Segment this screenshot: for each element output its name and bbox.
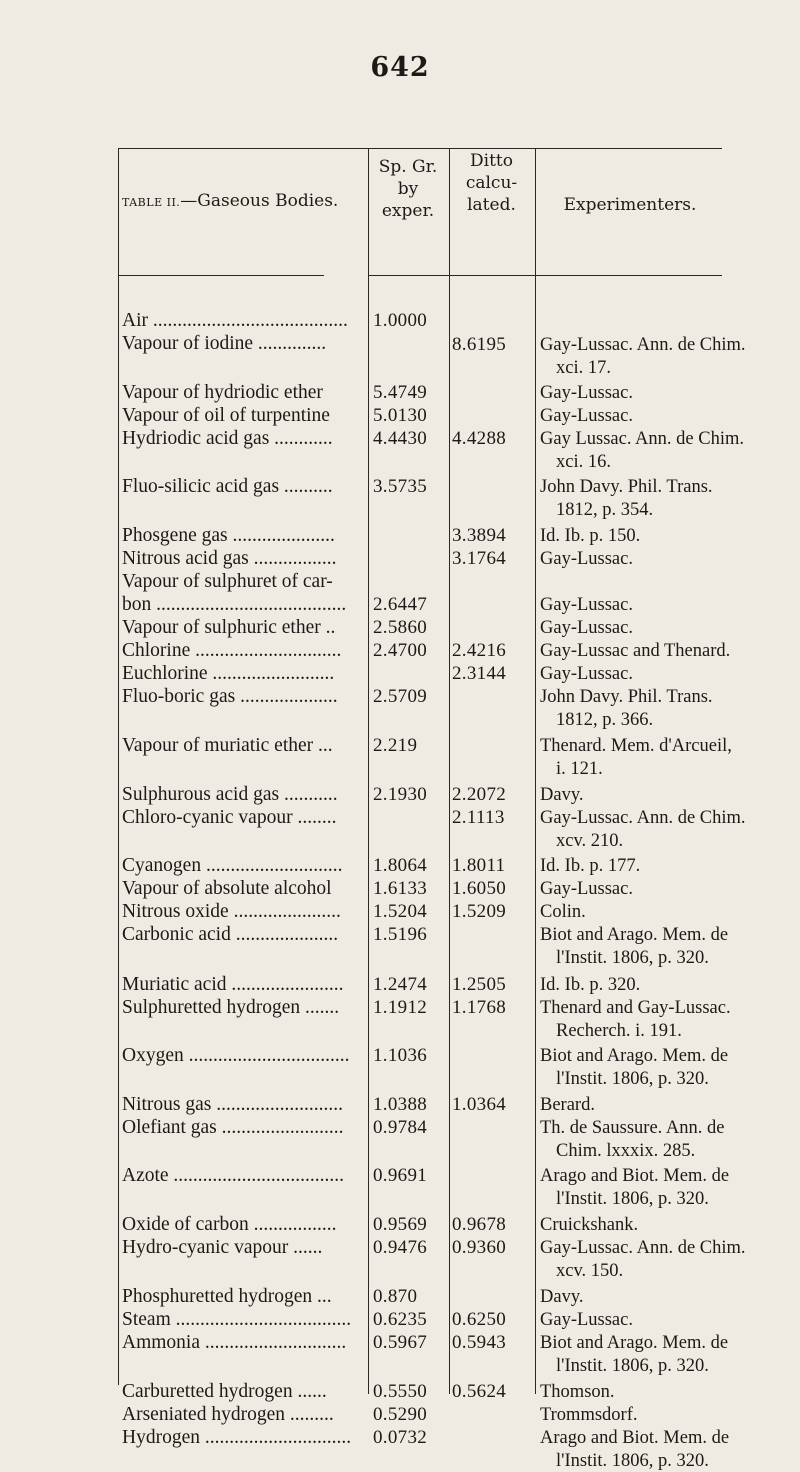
header-line: Ditto xyxy=(470,151,513,171)
experimenter-entry: Thenard. Mem. d'Arcueil, xyxy=(540,736,732,756)
sp-gr-value: 0.6235 xyxy=(373,1309,428,1330)
experimenter-entry: Thomson. xyxy=(540,1382,615,1402)
sp-gr-value: 2.5860 xyxy=(373,617,428,638)
sp-gr-value: 5.4749 xyxy=(373,382,428,403)
sp-gr-value: 2.1930 xyxy=(373,784,428,805)
gas-name: Air ........................................ xyxy=(122,310,348,331)
gas-name: Hydriodic acid gas ............ xyxy=(122,428,333,449)
gas-name: Cyanogen ............................ xyxy=(122,855,343,876)
sp-gr-value: 1.1912 xyxy=(373,997,428,1018)
sp-gr-value: 0.870 xyxy=(373,1286,418,1307)
experimenter-entry: l'Instit. 1806, p. 320. xyxy=(556,1451,709,1471)
sp-gr-value: 1.5204 xyxy=(373,901,428,922)
header-line: lated. xyxy=(467,195,516,215)
calculated-value: 0.9360 xyxy=(452,1237,507,1258)
gas-name: Vapour of sulphuric ether .. xyxy=(122,617,336,638)
calculated-value: 2.4216 xyxy=(452,640,507,661)
gas-name: Sulphuretted hydrogen ....... xyxy=(122,997,340,1018)
column-rule xyxy=(449,149,450,1394)
experimenter-entry: Davy. xyxy=(540,785,584,805)
gas-name: Chlorine .............................. xyxy=(122,640,342,661)
calculated-value: 2.3144 xyxy=(452,663,507,684)
experimenter-entry: xci. 17. xyxy=(556,358,611,378)
experimenter-entry: Trommsdorf. xyxy=(540,1405,638,1425)
experimenter-entry: Id. Ib. p. 320. xyxy=(540,975,641,995)
gas-name: Vapour of iodine .............. xyxy=(122,333,327,354)
calculated-value: 2.1113 xyxy=(452,807,505,828)
experimenter-entry: Arago and Biot. Mem. de xyxy=(540,1428,730,1448)
header-rule xyxy=(450,275,535,276)
header-experimenters: Experimenters. xyxy=(563,195,697,215)
experimenter-entry: l'Instit. 1806, p. 320. xyxy=(556,948,709,968)
header-line: by xyxy=(397,179,419,199)
experimenter-entry: Id. Ib. p. 150. xyxy=(540,526,641,546)
gas-name: Vapour of hydriodic ether xyxy=(122,382,323,403)
sp-gr-value: 1.5196 xyxy=(373,924,428,945)
experimenter-entry: Berard. xyxy=(540,1095,595,1115)
sp-gr-value: 5.0130 xyxy=(373,405,428,426)
experimenter-entry: Gay-Lussac. xyxy=(540,879,633,899)
experimenter-entry: Biot and Arago. Mem. de xyxy=(540,1333,729,1353)
sp-gr-value: 1.6133 xyxy=(373,878,428,899)
experimenter-entry: Gay-Lussac. Ann. de Chim. xyxy=(540,335,746,355)
calculated-value: 1.0364 xyxy=(452,1094,507,1115)
sp-gr-value: 2.4700 xyxy=(373,640,428,661)
gas-name: Euchlorine ......................... xyxy=(122,663,335,684)
experimenter-entry: Chim. lxxxix. 285. xyxy=(556,1141,696,1161)
table-title-text: —Gaseous Bodies. xyxy=(180,191,339,211)
header-sp-gr xyxy=(368,156,448,222)
experimenter-entry: John Davy. Phil. Trans. xyxy=(540,687,713,707)
sp-gr-value: 0.9569 xyxy=(373,1214,428,1235)
experimenter-entry: Gay-Lussac and Thenard. xyxy=(540,641,731,661)
experimenter-entry: xci. 16. xyxy=(556,452,611,472)
gas-name: Azote ................................... xyxy=(122,1165,345,1186)
table-title xyxy=(122,190,338,214)
experimenter-entry: xcv. 150. xyxy=(556,1261,624,1281)
sp-gr-value: 2.6447 xyxy=(373,594,428,615)
experimenter-entry: Davy. xyxy=(540,1287,584,1307)
calculated-value: 3.3894 xyxy=(452,525,507,546)
sp-gr-value: 3.5735 xyxy=(373,476,428,497)
gas-name: Hydro-cyanic vapour ...... xyxy=(122,1237,323,1258)
gas-name: Muriatic acid ....................... xyxy=(122,974,344,995)
calculated-value: 1.8011 xyxy=(452,855,506,876)
sp-gr-value: 1.8064 xyxy=(373,855,428,876)
experimenter-entry: Gay-Lussac. xyxy=(540,595,633,615)
sp-gr-value: 0.5550 xyxy=(373,1381,428,1402)
experimenter-entry: l'Instit. 1806, p. 320. xyxy=(556,1189,709,1209)
header-line: exper. xyxy=(381,201,435,221)
calculated-value: 1.1768 xyxy=(452,997,507,1018)
experimenter-entry: Arago and Biot. Mem. de xyxy=(540,1166,730,1186)
calculated-value: 4.4288 xyxy=(452,428,507,449)
experimenter-entry: Gay-Lussac. xyxy=(540,549,633,569)
sp-gr-value: 0.9784 xyxy=(373,1117,428,1138)
sp-gr-value: 0.0732 xyxy=(373,1427,428,1448)
experimenter-entry: Gay-Lussac. xyxy=(540,406,633,426)
gas-name: Fluo-silicic acid gas .......... xyxy=(122,476,333,497)
gas-name: Vapour of sulphuret of car- xyxy=(122,571,333,592)
experimenter-entry: i. 121. xyxy=(556,759,603,779)
calculated-value: 8.6195 xyxy=(452,334,507,355)
sp-gr-value: 0.5290 xyxy=(373,1404,428,1425)
header-line: calcu- xyxy=(465,173,518,193)
gas-name: Phosphuretted hydrogen ... xyxy=(122,1286,332,1307)
experimenter-entry: Gay-Lussac. xyxy=(540,383,633,403)
calculated-value: 2.2072 xyxy=(452,784,507,805)
gas-name: Hydrogen .............................. xyxy=(122,1427,352,1448)
calculated-value: 1.2505 xyxy=(452,974,507,995)
gas-name: Nitrous gas .......................... xyxy=(122,1094,343,1115)
experimenter-entry: l'Instit. 1806, p. 320. xyxy=(556,1356,709,1376)
sp-gr-value: 2.219 xyxy=(373,735,418,756)
sp-gr-value: 1.0388 xyxy=(373,1094,428,1115)
gas-name: Carburetted hydrogen ...... xyxy=(122,1381,327,1402)
experimenter-entry: 1812, p. 366. xyxy=(556,710,654,730)
gas-name: Steam .................................... xyxy=(122,1309,352,1330)
experimenter-entry: Gay-Lussac. xyxy=(540,664,633,684)
calculated-value: 3.1764 xyxy=(452,548,507,569)
gas-name: Fluo-boric gas .................... xyxy=(122,686,338,707)
gas-name: Olefiant gas ......................... xyxy=(122,1117,344,1138)
gas-name: Vapour of absolute alcohol xyxy=(122,878,332,899)
gas-name: Oxygen ................................. xyxy=(122,1045,350,1066)
calculated-value: 0.6250 xyxy=(452,1309,507,1330)
calculated-value: 1.6050 xyxy=(452,878,507,899)
page-number: 642 xyxy=(370,52,430,83)
experimenter-entry: Colin. xyxy=(540,902,586,922)
gas-name: bon ....................................... xyxy=(122,594,347,615)
gas-name: Nitrous acid gas ................. xyxy=(122,548,337,569)
gas-name: Oxide of carbon ................. xyxy=(122,1214,337,1235)
header-rule xyxy=(119,275,324,276)
experimenter-entry: Th. de Saussure. Ann. de xyxy=(540,1118,725,1138)
sp-gr-value: 0.9691 xyxy=(373,1165,428,1186)
calculated-value: 0.5943 xyxy=(452,1332,507,1353)
experimenter-entry: Thenard and Gay-Lussac. xyxy=(540,998,731,1018)
header-rule xyxy=(369,275,449,276)
calculated-value: 0.5624 xyxy=(452,1381,507,1402)
sp-gr-value: 0.5967 xyxy=(373,1332,428,1353)
experimenter-entry: Id. Ib. p. 177. xyxy=(540,856,641,876)
sp-gr-value: 1.0000 xyxy=(373,310,428,331)
gas-name: Vapour of muriatic ether ... xyxy=(122,735,333,756)
gas-name: Arseniated hydrogen ......... xyxy=(122,1404,334,1425)
experimenter-entry: Cruickshank. xyxy=(540,1215,639,1235)
experimenter-entry: Gay Lussac. Ann. de Chim. xyxy=(540,429,744,449)
calculated-value: 1.5209 xyxy=(452,901,507,922)
sp-gr-value: 4.4430 xyxy=(373,428,428,449)
experimenter-entry: Gay-Lussac. Ann. de Chim. xyxy=(540,1238,746,1258)
experimenter-entry: Biot and Arago. Mem. de xyxy=(540,1046,729,1066)
experimenter-entry: Recherch. i. 191. xyxy=(556,1021,682,1041)
table-title-number: TABLE II. xyxy=(122,196,181,209)
calculated-value: 0.9678 xyxy=(452,1214,507,1235)
gas-name: Sulphurous acid gas ........... xyxy=(122,784,338,805)
experimenter-entry: l'Instit. 1806, p. 320. xyxy=(556,1069,709,1089)
gas-name: Chloro-cyanic vapour ........ xyxy=(122,807,337,828)
gas-name: Vapour of oil of turpentine xyxy=(122,405,330,426)
header-line: Sp. Gr. xyxy=(378,157,438,177)
header-ditto xyxy=(449,150,534,216)
gas-name: Nitrous oxide ...................... xyxy=(122,901,341,922)
column-rule xyxy=(368,149,369,1394)
sp-gr-value: 2.5709 xyxy=(373,686,428,707)
experimenter-entry: Gay-Lussac. Ann. de Chim. xyxy=(540,808,746,828)
sp-gr-value: 1.2474 xyxy=(373,974,428,995)
experimenter-entry: 1812, p. 354. xyxy=(556,500,654,520)
experimenter-entry: Gay-Lussac. xyxy=(540,618,633,638)
sp-gr-value: 1.1036 xyxy=(373,1045,428,1066)
gas-name: Ammonia ............................. xyxy=(122,1332,347,1353)
column-rule xyxy=(535,149,536,1394)
header-rule xyxy=(536,275,722,276)
gas-name: Carbonic acid ..................... xyxy=(122,924,339,945)
experimenter-entry: Gay-Lussac. xyxy=(540,1310,633,1330)
experimenter-entry: John Davy. Phil. Trans. xyxy=(540,477,713,497)
sp-gr-value: 0.9476 xyxy=(373,1237,428,1258)
gas-name: Phosgene gas ..................... xyxy=(122,525,335,546)
experimenter-entry: Biot and Arago. Mem. de xyxy=(540,925,729,945)
experimenter-entry: xcv. 210. xyxy=(556,831,624,851)
